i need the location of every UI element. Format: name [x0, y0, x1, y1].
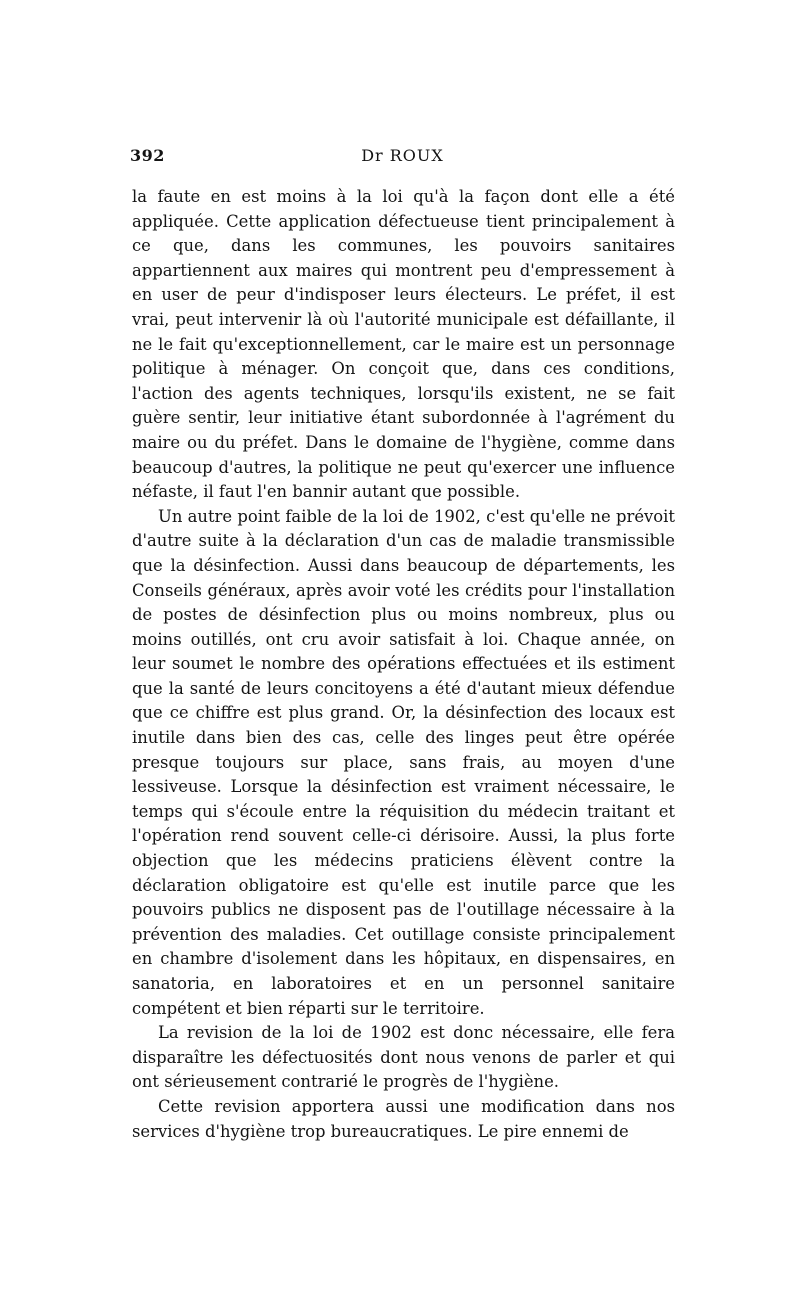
- paragraph: Cette revision apportera aussi une modification dans nos services d'hygiène trop bureaucratiques. Le pire ennemi de: [132, 1096, 675, 1141]
- page-number: 392: [130, 146, 165, 165]
- body-text: [132, 185, 675, 1144]
- running-head: [130, 146, 675, 168]
- running-title: Dr ROUX: [361, 146, 444, 165]
- paragraph: la faute en est moins à la loi qu'à la façon dont elle a été appliquée. Cette application défectueuse tient principalement à ce que, dans les communes, les pouvoirs sanitaires appartiennent aux maires qui montrent peu d'empressement à en user de peur d'indisposer leurs électeurs. Le préfet, il est vrai, peut intervenir là où l'autorité municipale est défaillante, il ne le fait qu'exceptionnellement, car le maire est un personnage politique à ménager. On conçoit que, dans ces conditions, l'action des agents techniques, lorsqu'ils existent, ne se fait guère sentir, leur initiative étant subordonnée à l'agrément du maire ou du préfet. Dans le domaine de l'hygiène, comme dans beaucoup d'autres, la politique ne peut qu'exercer une influence néfaste, il faut l'en bannir autant que possible.: [132, 187, 675, 502]
- paragraph: Un autre point faible de la loi de 1902, c'est qu'elle ne prévoit d'autre suite à la déclaration d'un cas de maladie transmissible que la désinfection. Aussi dans beaucoup de départements, les Conseils généraux, après avoir voté les crédits pour l'installation de postes de désinfection plus ou moins nombreux, plus ou moins outillés, ont cru avoir satisfait à loi. Chaque année, on leur soumet le nombre des opérations effectuées et ils estiment que la santé de leurs concitoyens a été d'autant mieux défendue que ce chiffre est plus grand. Or, la désinfection des locaux est inutile dans bien des cas, celle des linges peut être opérée presque toujours sur place, sans frais, au moyen d'une lessiveuse. Lorsque la désinfection est vraiment nécessaire, le temps qui s'écoule entre la réquisition du médecin traitant et l'opération rend souvent celle-ci dérisoire. Aussi, la plus forte objection que les médecins praticiens élèvent contre la déclaration obligatoire est qu'elle est inutile parce que les pouvoirs publics ne disposent pas de l'outillage nécessaire à la prévention des maladies. Cet outillage consiste principalement en chambre d'isolement dans les hôpitaux, en dispensaires, en sanatoria, en laboratoires et en un personnel sanitaire compétent et bien réparti sur le territoire.: [132, 506, 675, 1018]
- paragraph: La revision de la loi de 1902 est donc nécessaire, elle fera disparaître les défectuosités dont nous venons de parler et qui ont sérieusement contrarié le progrès de l'hygiène.: [132, 1023, 675, 1092]
